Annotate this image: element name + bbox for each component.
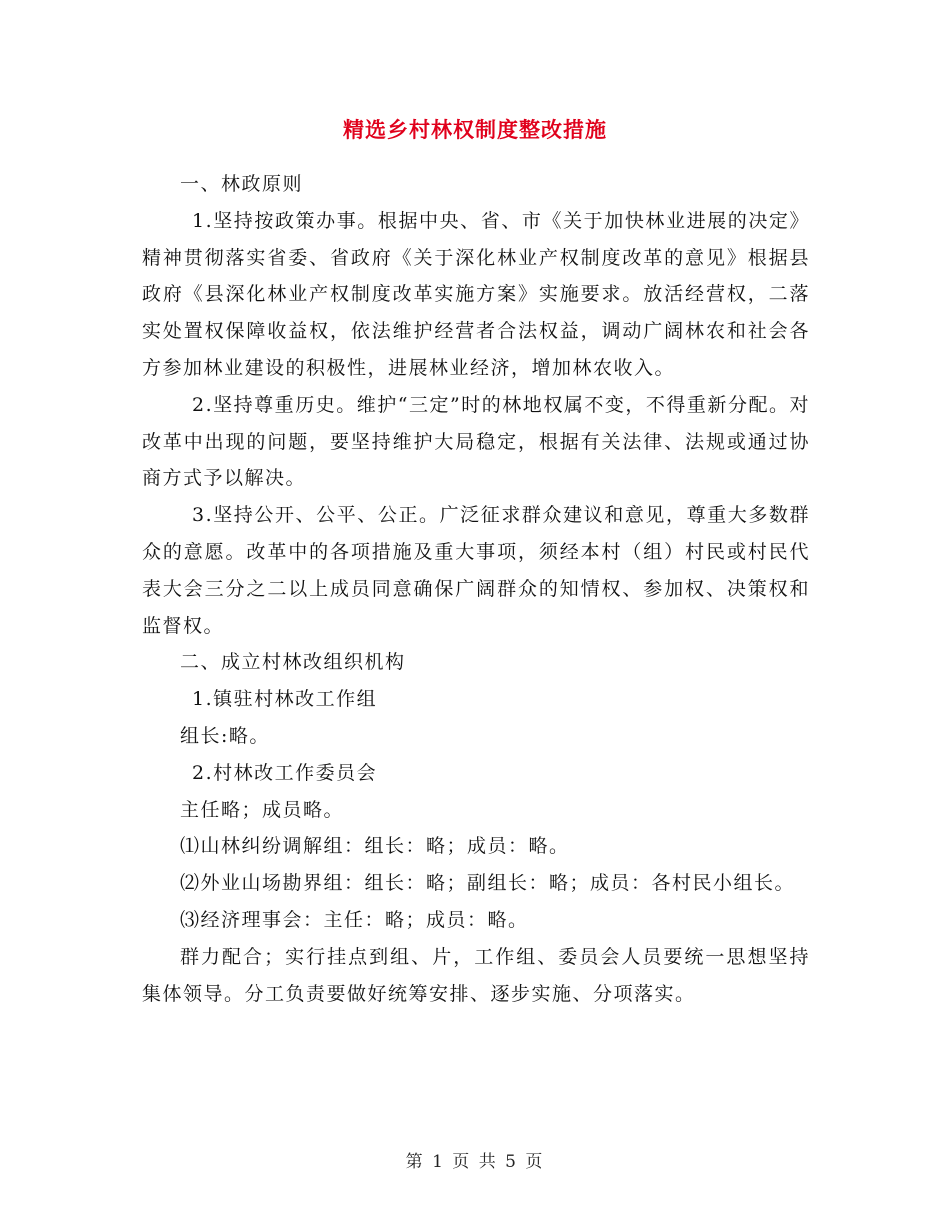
paragraph: 1.坚持按政策办事。根据中央、省、市《关于加快林业进展的决定》精神贯彻落实省委、省政府《关于深化林业产权制度改革的意见》根据县政府《县深化林业产权制度改革实施方案》实施要求。放活经营权，二落实处置权保障收益权，依法维护经营者合法权益，调动广阔林农和社会各方参加林业建设的积极性，进展林业经济，增加林农收入。 [142,209,810,379]
paragraph: 2.坚持尊重历史。维护“三定”时的林地权属不变，不得重新分配。对改革中出现的问题，要坚持维护大局稳定，根据有关法律、法规或通过协商方式予以解决。 [142,393,810,490]
document-body [142,166,810,1012]
paragraph: 群力配合；实行挂点到组、片，工作组、委员会人员要统一思想坚持集体领导。分工负责要做好统筹安排、逐步实施、分项落实。 [142,945,810,1005]
paragraph: 1.镇驻村林改工作组 [192,688,378,711]
paragraph: ⑵外业山场勘界组：组长：略；副组长：略；成员：各村民小组长。 [180,872,796,895]
section-heading-2: 二、成立村林改组织机构 [180,651,406,674]
paragraph: 3.坚持公开、公平、公正。广泛征求群众建议和意见，尊重大多数群众的意愿。改革中的各项措施及重大事项，须经本村（组）村民或村民代表大会三分之二以上成员同意确保广阔群众的知情权、参加权、决策权和监督权。 [142,504,810,637]
paragraph: ⑶经济理事会：主任：略；成员：略。 [180,908,529,931]
document-title: 精选乡村林权制度整改措施 [343,117,607,142]
paragraph: 组长:略。 [180,724,270,747]
paragraph: 2.村林改工作委员会 [192,761,378,784]
page-number: 第 1 页 共 5 页 [405,1152,545,1172]
paragraph: 主任略；成员略。 [180,798,345,821]
paragraph: ⑴山林纠纷调解组：组长：略；成员：略。 [180,835,570,858]
section-heading-1: 一、林政原则 [180,173,304,195]
